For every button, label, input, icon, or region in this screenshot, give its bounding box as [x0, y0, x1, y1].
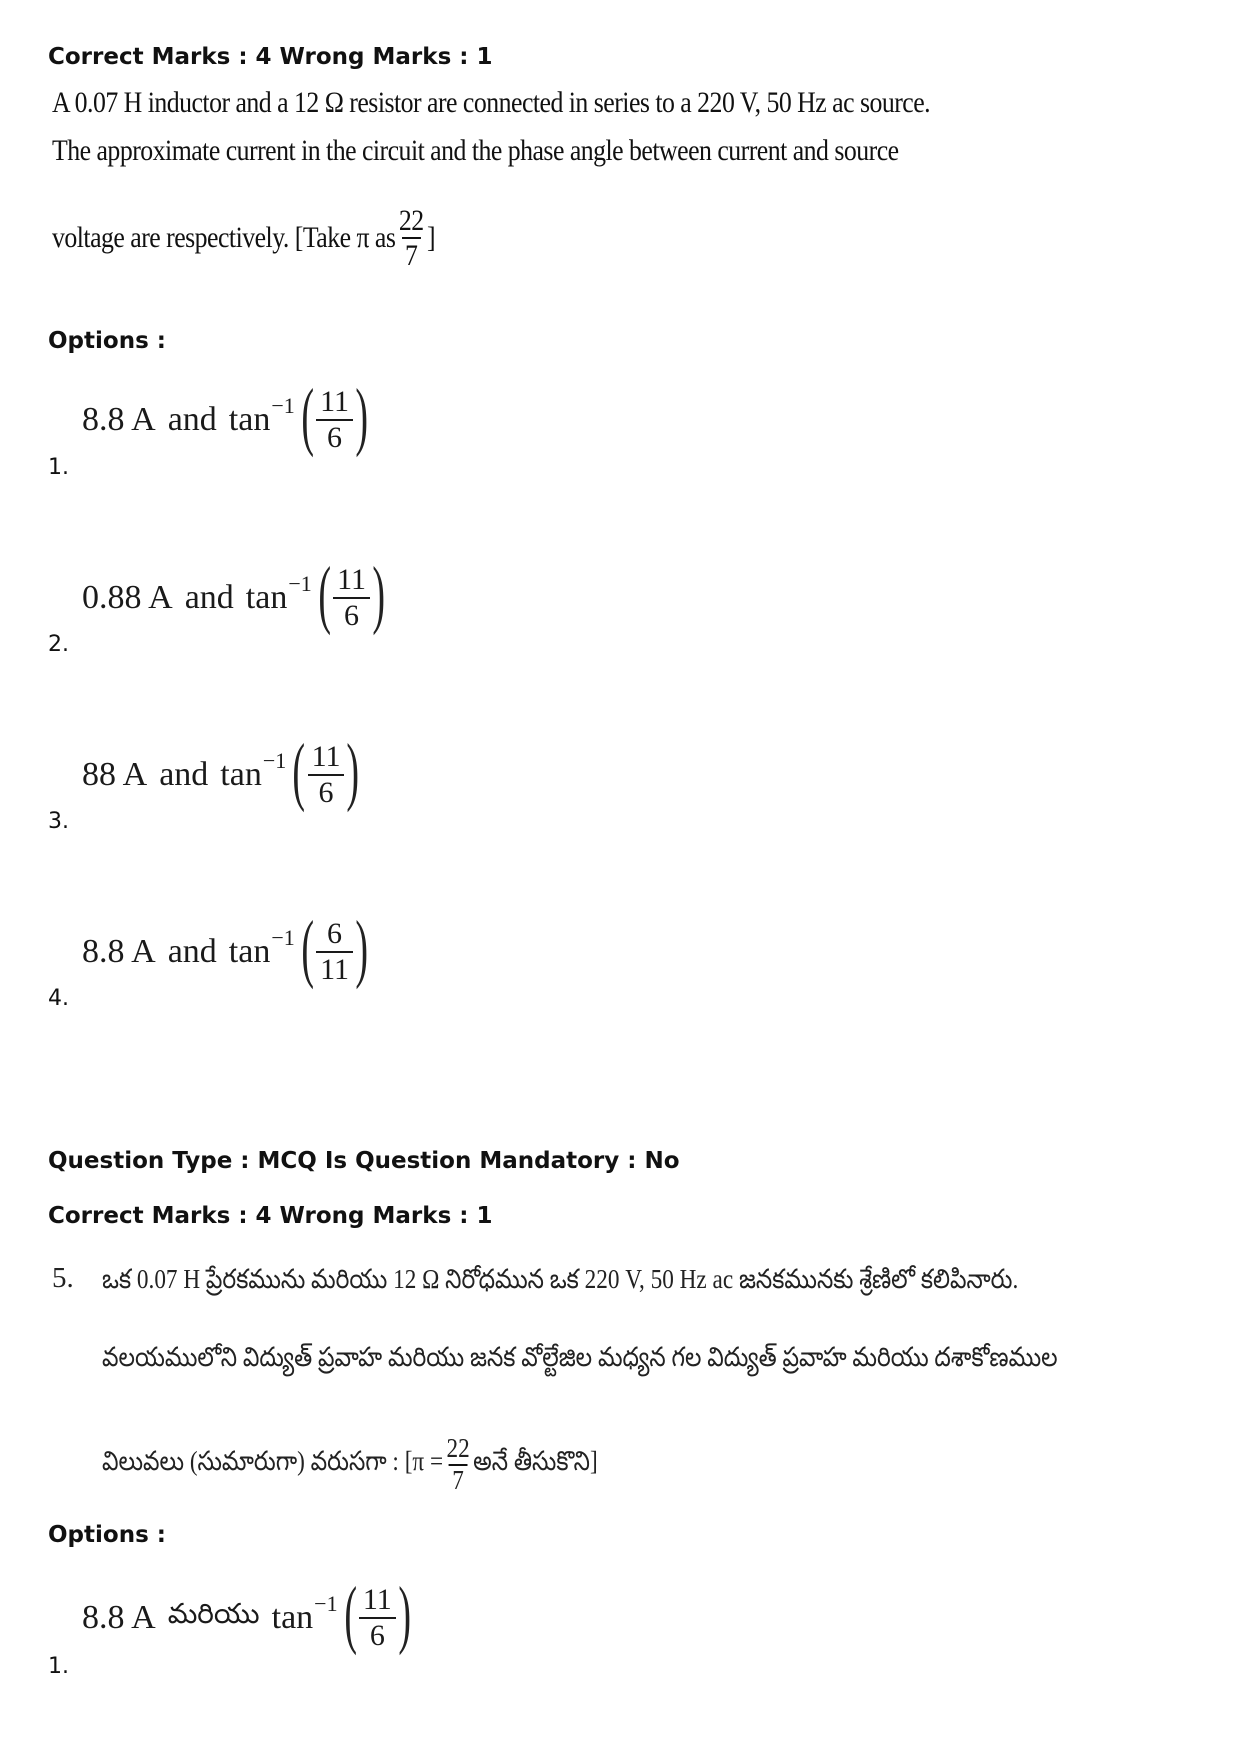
question-text-line-1: A 0.07 H inductor and a 12 Ω resistor are connected in series to a 220 V, 50 Hz ac source. — [52, 86, 931, 119]
option-conjunction: and — [184, 579, 234, 616]
fraction-denominator: 6 — [318, 776, 334, 809]
fraction-denominator: 6 — [327, 421, 342, 454]
fraction-denominator: 6 — [344, 599, 359, 632]
option-function: tan — [228, 401, 271, 438]
option-formula[interactable]: 88 A and tan −1 ( $\frac{11}{6}$ ) — [82, 729, 360, 813]
option-number: 3. — [48, 809, 69, 834]
option-conjunction: and — [167, 933, 217, 970]
question-type-line: Question Type : MCQ Is Question Mandatory : No — [48, 1148, 680, 1174]
option-exponent: −1 — [288, 571, 312, 596]
fraction-numerator: 11 — [311, 739, 341, 773]
pi-fraction — [446, 1434, 469, 1495]
option-current: 88 A — [82, 756, 148, 793]
option-function: tan — [271, 1599, 314, 1636]
question-text-line-3-prefix: విలువలు (సుమారుగా) వరుసగా : [π = — [102, 1445, 444, 1476]
question-text-line-3-prefix: voltage are respectively. [Take π as — [52, 221, 396, 254]
fraction-numerator: 6 — [327, 916, 342, 950]
option-conjunction: మరియు — [167, 1599, 260, 1630]
option-exponent: −1 — [271, 393, 295, 418]
marks-line: Correct Marks : 4 Wrong Marks : 1 — [48, 44, 493, 70]
option-conjunction: and — [159, 756, 209, 793]
pi-denominator: 7 — [405, 239, 418, 272]
fraction-numerator: 11 — [320, 384, 349, 418]
option-exponent: −1 — [262, 748, 287, 773]
option-exponent: −1 — [314, 1591, 338, 1616]
pi-fraction — [399, 204, 424, 272]
option-function: tan — [220, 756, 262, 793]
option-formula[interactable]: 0.88 A and tan −1 ( $\frac{11}{6}$ ) — [82, 552, 385, 636]
option-fraction — [333, 563, 370, 634]
marks-line: Correct Marks : 4 Wrong Marks : 1 — [48, 1203, 493, 1229]
question-text-line-3-suffix: అనే తీసుకొని] — [473, 1445, 598, 1476]
option-fraction — [316, 385, 353, 456]
option-fraction — [316, 917, 353, 988]
option-current: 0.88 A — [82, 579, 173, 616]
question-text-line-2: The approximate current in the circuit and the phase angle between current and source — [52, 134, 899, 167]
option-number: 1. — [48, 455, 69, 480]
option-formula[interactable]: 8.8 A and tan −1 ( $\frac{11}{6}$ ) — [82, 374, 368, 458]
fraction-numerator: 11 — [337, 562, 366, 596]
question-text-line-3 — [52, 204, 435, 272]
question-number: 5. — [52, 1262, 74, 1294]
option-formula[interactable]: 8.8 A and tan −1 ( $\frac{6}{11}$ ) — [82, 906, 368, 990]
option-exponent: −1 — [271, 925, 295, 950]
question-text-line-1: ఒక 0.07 H ప్రేరకమును మరియు 12 Ω నిరోధమున ఒక 220 V, 50 Hz ac జనకమునకు శ్రేణిలో కలిపినారు. — [102, 1264, 1019, 1294]
option-function: tan — [245, 579, 288, 616]
question-text-line-3 — [102, 1434, 598, 1495]
option-function: tan — [228, 933, 271, 970]
options-label: Options : — [48, 328, 166, 354]
pi-denominator: 7 — [452, 1464, 464, 1495]
option-conjunction: and — [167, 401, 217, 438]
question-text-line-3-suffix: ] — [427, 221, 436, 254]
option-current: 8.8 A — [82, 1599, 156, 1636]
option-fraction — [359, 1583, 396, 1654]
option-fraction — [308, 740, 345, 811]
fraction-denominator: 11 — [320, 953, 349, 986]
option-number: 2. — [48, 632, 69, 657]
option-number: 4. — [48, 986, 69, 1011]
option-formula[interactable]: 8.8 A మరియు tan −1 ( $\frac{11}{6}$ ) — [82, 1572, 411, 1656]
option-current: 8.8 A — [82, 401, 156, 438]
options-label: Options : — [48, 1522, 166, 1548]
question-text-line-2: వలయములోని విద్యుత్ ప్రవాహ మరియు జనక వోల్టేజిల మధ్యన గల విద్యుత్ ప్రవాహ మరియు దశాకోణముల — [102, 1342, 1058, 1372]
pi-numerator: 22 — [398, 204, 424, 237]
fraction-numerator: 11 — [362, 1582, 392, 1616]
option-number: 1. — [48, 1654, 69, 1679]
option-current: 8.8 A — [82, 933, 156, 970]
pi-numerator: 22 — [446, 1433, 470, 1463]
fraction-denominator: 6 — [369, 1619, 385, 1652]
